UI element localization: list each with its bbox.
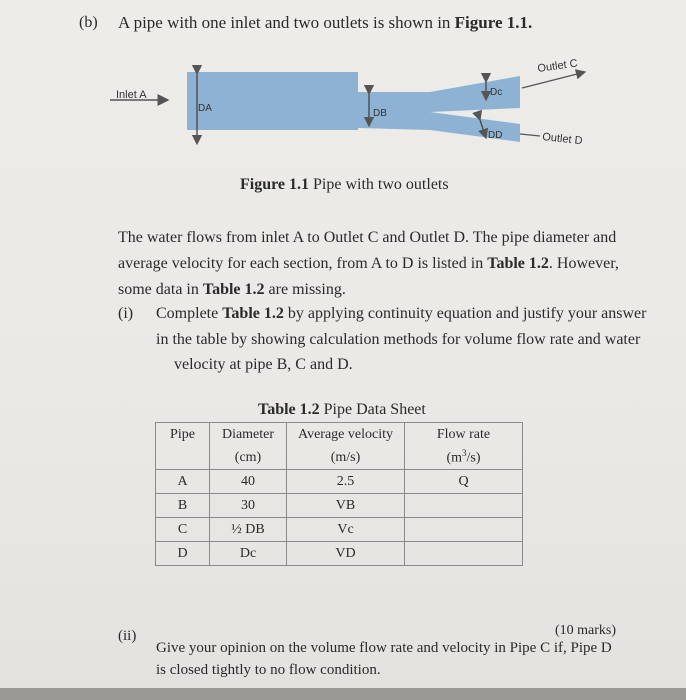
pipe-body	[187, 72, 520, 142]
bottom-edge	[0, 688, 686, 700]
outlet-d-arrow	[520, 134, 540, 136]
pipe-figure	[100, 52, 600, 172]
cell-diameter: 30	[210, 494, 287, 518]
table-header-row-2	[156, 446, 523, 470]
table-row	[156, 494, 523, 518]
paragraph-line-2: average velocity for each section, from A to D is listed in Table 1.2. However,	[118, 255, 619, 272]
pipe-data-table	[155, 422, 523, 566]
cell-flow-rate	[405, 518, 523, 542]
table-row	[156, 518, 523, 542]
sub-question-ii-number: (ii)	[118, 628, 137, 644]
inlet-a-label: Inlet A	[116, 89, 147, 101]
outlet-d-label: Outlet D	[541, 131, 584, 148]
paragraph-line-1: The water flows from inlet A to Outlet C and Outlet D. The pipe diameter and	[118, 229, 617, 246]
cell-pipe: D	[156, 542, 210, 566]
cell-diameter: ½ DB	[210, 518, 287, 542]
cell-pipe: A	[156, 470, 210, 494]
unit-velocity: (m/s)	[287, 446, 405, 470]
cell-diameter: 40	[210, 470, 287, 494]
cell-diameter: Dc	[210, 542, 287, 566]
cell-velocity: 2.5	[287, 470, 405, 494]
sub-question-i-line-3: velocity at pipe B, C and D.	[174, 356, 353, 373]
question-b-intro: A pipe with one inlet and two outlets is shown in Figure 1.1.	[118, 13, 533, 32]
table-row	[156, 470, 523, 494]
paragraph-line-3: some data in Table 1.2 are missing.	[118, 281, 346, 298]
header-velocity: Average velocity	[287, 423, 405, 447]
table-header-row-1	[156, 423, 523, 447]
cell-velocity: VD	[287, 542, 405, 566]
unit-diameter: (cm)	[210, 446, 287, 470]
header-flow-rate: Flow rate	[405, 423, 523, 447]
diameter-b-label: DB	[373, 108, 387, 119]
outlet-c-arrow	[522, 72, 585, 88]
table-row	[156, 542, 523, 566]
sub-question-ii-line-2: is closed tightly to no flow condition.	[156, 662, 381, 678]
cell-pipe: C	[156, 518, 210, 542]
cell-pipe: B	[156, 494, 210, 518]
diameter-d-label: DD	[488, 130, 503, 141]
header-diameter: Diameter	[210, 423, 287, 447]
unit-flow-rate: $(m^3/s)$	[405, 446, 523, 470]
cell-flow-rate	[405, 494, 523, 518]
sub-question-i-line-2: in the table by showing calculation methods for volume flow rate and water	[156, 331, 641, 348]
cell-flow-rate: Q	[405, 470, 523, 494]
question-number-b: (b)	[79, 14, 98, 31]
figure-caption: Figure 1.1 Pipe with two outlets	[240, 176, 449, 193]
cell-velocity: VB	[287, 494, 405, 518]
diameter-a-label: DA	[198, 103, 212, 114]
outlet-c-label: Outlet C	[536, 57, 579, 75]
sub-question-i-line-1: Complete Table 1.2 by applying continuity equation and justify your answer	[156, 305, 647, 322]
cell-velocity: Vc	[287, 518, 405, 542]
sub-question-ii-line-1: Give your opinion on the volume flow rate and velocity in Pipe C if, Pipe D	[156, 640, 612, 656]
cell-flow-rate	[405, 542, 523, 566]
table-title: Table 1.2 Pipe Data Sheet	[258, 401, 426, 418]
diameter-c-label: Dc	[490, 87, 503, 98]
marks-label: (10 marks)	[555, 623, 617, 638]
sub-question-i-number: (i)	[118, 305, 134, 322]
header-pipe: Pipe	[156, 423, 210, 447]
